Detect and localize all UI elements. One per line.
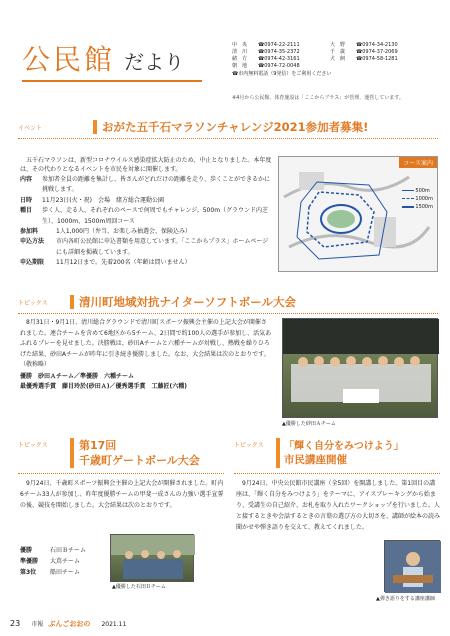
branch-name: 朝 地 bbox=[232, 63, 248, 69]
event-detail-row bbox=[20, 258, 272, 268]
branch-name: 緒 方 bbox=[232, 56, 248, 62]
topic2-title-1: 第17回 bbox=[79, 439, 117, 452]
result-label: 第3位 bbox=[20, 569, 37, 576]
event-detail-text: 11月23日(火・祝) 会場 緒方総合運動公園 bbox=[42, 196, 164, 204]
contact-row bbox=[232, 49, 432, 56]
result-value: 大蔦チーム bbox=[50, 558, 81, 565]
topic2-title-2: 千歳町ゲートボール大会 bbox=[79, 454, 200, 467]
event-detail-row bbox=[20, 196, 272, 206]
event-detail-text: 11月12日まで。先着200名（年齢は問いません） bbox=[56, 259, 191, 267]
branch-tel: ☎0974-35-2372 bbox=[258, 49, 300, 55]
issue-date: 2021.11 bbox=[101, 621, 127, 628]
event-header bbox=[18, 118, 438, 136]
topic1-result1: 優勝 砂田Ａチーム／準優勝 六種チーム bbox=[20, 372, 135, 380]
topic1-text: 8月31日・9月1日、清川総合グラウンドで清川町スポーツ振興会主催の上記大会が開催されました。連合チームを含めて6地区から5チーム、2日間で約100人の選手が参加し、活気あふれるプレーを見せました。決勝戦は、砂田Aチームと六種チームが対戦し、熱戦を繰りひろげた結果、砂田Aチームが昨年に引き続き優勝しました。なお、大会結果は次のとおりです。（敬称略） bbox=[20, 319, 272, 369]
topic1-title-bar bbox=[70, 295, 74, 309]
gateball-result-row bbox=[20, 556, 100, 567]
branch-tel: ☎0974-22-2111 bbox=[258, 42, 300, 48]
course-map-drawing bbox=[279, 157, 438, 272]
branch-tel: ☎0974-42-3161 bbox=[258, 56, 300, 62]
branch-tel: ☎0974-58-1281 bbox=[356, 56, 398, 62]
event-detail-label: 日時 bbox=[20, 196, 33, 204]
management-note: ※4月から公民館、体育施設は「ここからプラス」が管理、運営しています。 bbox=[232, 95, 404, 101]
topic2-header bbox=[18, 437, 224, 471]
topic2-body: 9月24日、千歳町スポーツ振興会主催の上記大会が開催されました。町内6チーム33人が参加し、昨年度優勝チームの甲斐一成さんの力強い選手宣誓の後、競技を開始しました。大会結果は次のとおりです。 bbox=[20, 480, 224, 509]
event-detail-text: 1人1,000円（弁当、お楽しみ抽選会、保険込み） bbox=[56, 228, 191, 236]
result-value: 船田チーム bbox=[50, 569, 81, 576]
masthead-subtitle: だより bbox=[124, 50, 185, 74]
event-detail-row bbox=[20, 227, 272, 237]
publication-label: 市報 bbox=[31, 621, 44, 628]
event-body bbox=[20, 156, 272, 269]
legend-500m: 500m bbox=[415, 188, 430, 194]
event-detail-text: 歩く人、走る人、それぞれのペースで何周でもチャレンジ。500m（グラウンド内芝生）、1000m、1500m周回コース bbox=[42, 207, 269, 225]
topic3-header bbox=[234, 437, 440, 471]
result-label: 準優勝 bbox=[20, 558, 39, 565]
contact-list bbox=[232, 42, 432, 78]
branch-name: 千 歳 bbox=[330, 49, 346, 55]
page-number: 23 bbox=[10, 619, 21, 628]
masthead-title: 公民館 bbox=[22, 43, 116, 76]
topic1-tag: トピックス bbox=[18, 300, 48, 307]
publication-name: ぶんごおおの bbox=[48, 620, 91, 628]
branch-name: 中 央 bbox=[232, 42, 248, 48]
free-call-note: ☎市内無料電話（9発信）をご利用ください bbox=[232, 71, 332, 77]
topic2-caption: ▲優勝した石田Ｂチーム bbox=[112, 584, 166, 590]
gateball-result-row bbox=[20, 567, 100, 578]
event-detail-row bbox=[20, 237, 272, 258]
branch-tel: ☎0974-37-2069 bbox=[356, 49, 398, 55]
masthead-underline bbox=[22, 80, 202, 82]
event-detail-text: 市内各町公民館に申込書類を用意しています。「ここからプラス」ホームページにも詳細を掲載しています。 bbox=[56, 238, 269, 256]
contact-row bbox=[232, 42, 432, 49]
event-title: おがた五千石マラソンチャレンジ2021参加者募集! bbox=[102, 120, 369, 134]
course-map-legend bbox=[402, 187, 433, 211]
topic3-caption: ▲弾き語りをする講座講師 bbox=[376, 596, 435, 602]
topic2-results bbox=[20, 545, 100, 578]
team-photo-drawing bbox=[283, 319, 439, 419]
event-detail-text: 参加者全員の距離を集計し、皆さんがどれだけの距離を走り、歩くことができるかに挑戦します。 bbox=[42, 176, 271, 194]
course-map bbox=[278, 156, 438, 272]
topic3-tag: トピックス bbox=[234, 442, 264, 449]
topic1-title: 清川町地域対抗ナイターソフトボール大会 bbox=[79, 295, 297, 309]
branch-name: 清 川 bbox=[232, 49, 248, 55]
event-detail-row bbox=[20, 175, 272, 196]
topic1-header-line bbox=[18, 313, 438, 314]
event-detail-label: 申込期限 bbox=[20, 259, 45, 267]
topic3-title-1: 「輝く自分をみつけよう」 bbox=[284, 441, 404, 452]
branch-name: 大 野 bbox=[330, 42, 346, 48]
topic1-result2: 最優秀選手賞 藤目玲於(砂田Ａ)／優秀選手賞 工藤匠(六種) bbox=[20, 382, 187, 390]
topic3-photo bbox=[384, 540, 440, 592]
topic3-title-2: 市民講座開催 bbox=[284, 454, 347, 466]
legend-1500m: 1500m bbox=[415, 204, 433, 210]
result-label: 優勝 bbox=[20, 547, 33, 554]
contact-row bbox=[232, 63, 432, 70]
lecturer-photo-drawing bbox=[385, 541, 441, 593]
topic3-title-bar bbox=[276, 438, 280, 468]
event-detail-label: 内容 bbox=[20, 176, 33, 183]
gateball-photo-drawing bbox=[111, 535, 195, 583]
footer bbox=[10, 611, 210, 628]
legend-1000m: 1000m bbox=[415, 196, 433, 202]
topic3-body: 9月24日、中央公民館市民講座（全5回）を開講しました。第1回目の講座は、「輝く自分をみつけよう」をテーマに、アイスブレーキングから始まり、受講生の自己紹介、お札を取り入れたワークショップを行いました。人と接するときや会話するときの言葉の選び方の大切さを、講師が絵本の読み聞かせや弾き語りを交えて、教えてくれました。 bbox=[236, 480, 441, 531]
event-detail-label: 種目 bbox=[20, 207, 33, 215]
event-detail-row bbox=[20, 206, 272, 227]
event-tag: イベント bbox=[18, 125, 43, 132]
topic2-title-bar bbox=[70, 438, 74, 468]
topic2-tag: トピックス bbox=[18, 442, 48, 449]
topic1-header bbox=[18, 293, 438, 311]
event-title-bar bbox=[93, 120, 97, 134]
gateball-result-row bbox=[20, 545, 100, 556]
topic1-caption: ▲優勝した砂田Ａチーム bbox=[282, 421, 336, 427]
event-detail-label: 申込方法 bbox=[20, 238, 45, 246]
topic1-body bbox=[20, 318, 272, 392]
event-detail-label: 参加料 bbox=[20, 228, 39, 236]
topic2-photo bbox=[110, 534, 194, 582]
course-map-title: コース案内 bbox=[399, 157, 437, 168]
topic3-header-line bbox=[234, 473, 440, 474]
result-value: 石田Ｂチーム bbox=[50, 547, 87, 554]
branch-tel: ☎0974-34-2130 bbox=[356, 42, 398, 48]
event-intro: 五千石マラソンは、新型コロナウイルス感染症拡大防止のため、中止となりました。本年度は、その代わりとなるイベントを市民を対象に開催します。 bbox=[20, 157, 272, 173]
event-header-line bbox=[18, 138, 438, 139]
contact-row bbox=[232, 56, 432, 63]
branch-tel: ☎0974-72-0048 bbox=[258, 63, 300, 69]
branch-name: 犬 飼 bbox=[330, 56, 346, 62]
topic2-header-line bbox=[18, 473, 224, 474]
masthead bbox=[22, 38, 202, 78]
topic1-photo bbox=[282, 318, 438, 418]
